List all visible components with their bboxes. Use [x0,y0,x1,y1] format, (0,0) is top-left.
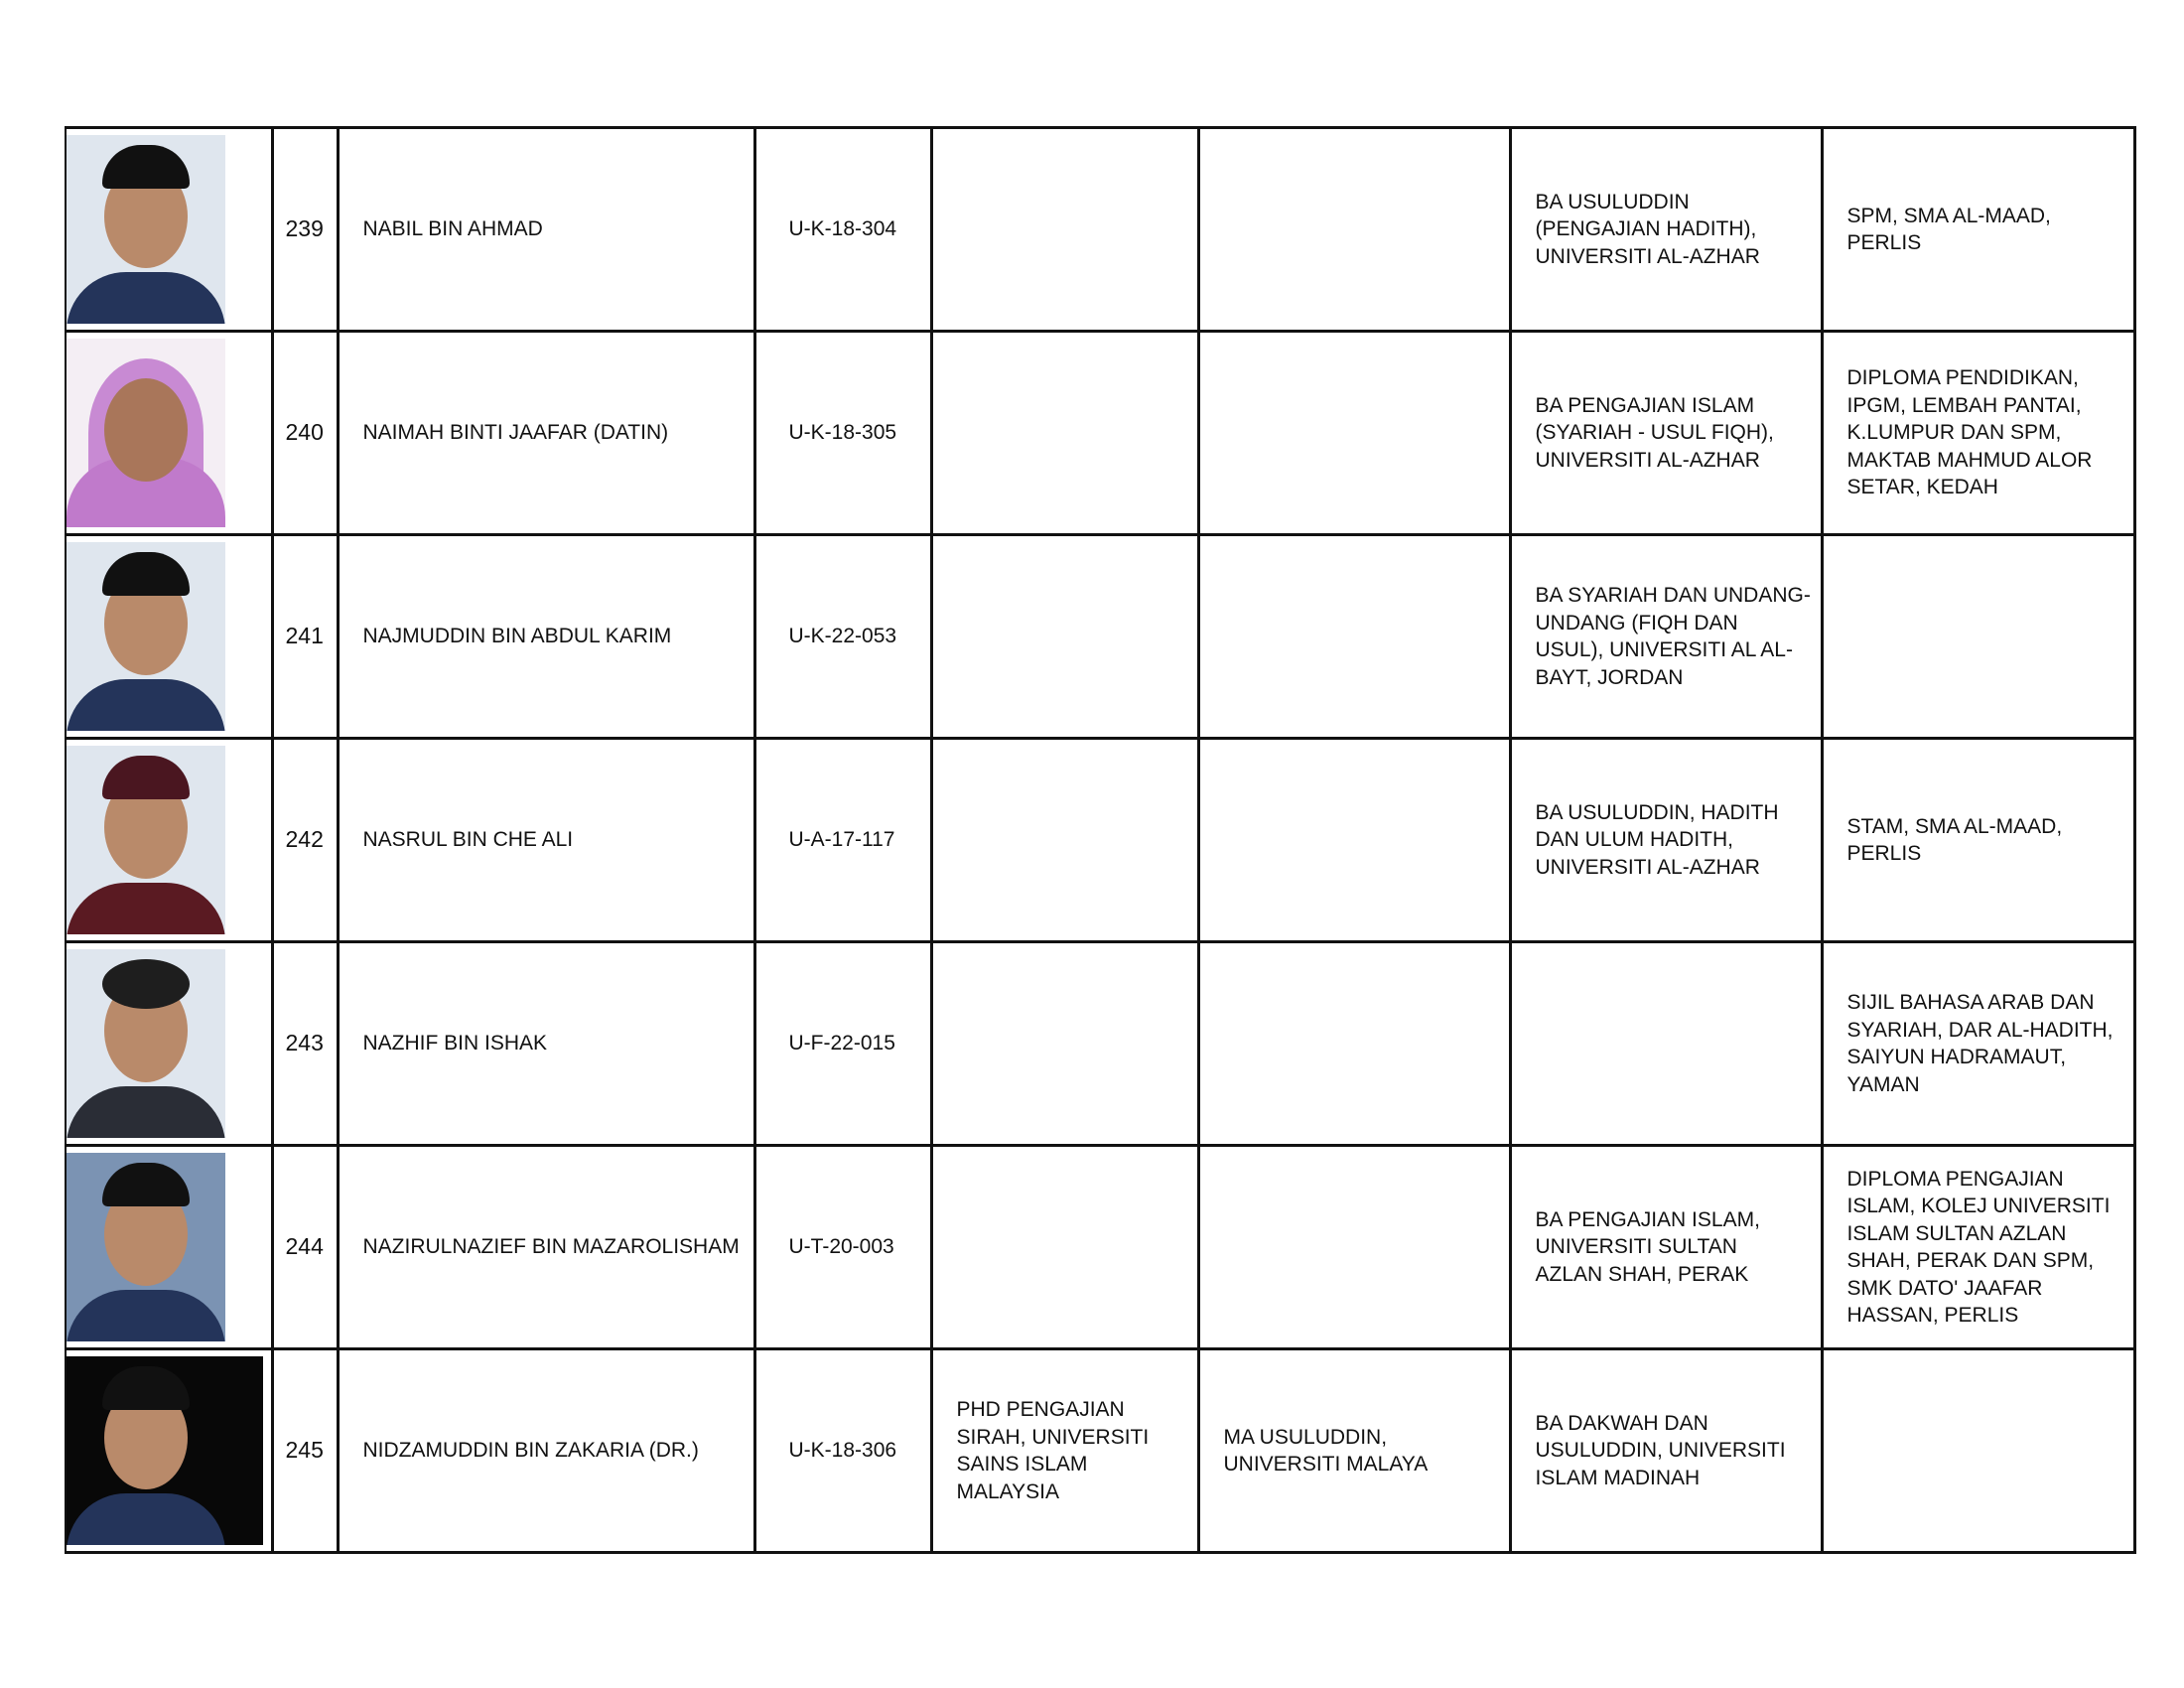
other-qualification: DIPLOMA PENGAJIAN ISLAM, KOLEJ UNIVERSITI ISLAM SULTAN AZLAN SHAH, PERAK DAN SPM, SMK DATO' JAAFAR HASSAN, PERLIS [1822,1146,2134,1349]
masters-qualification [1198,942,1510,1146]
person-name: NAIMAH BINTI JAAFAR (DATIN) [338,332,754,535]
registration-code: U-T-20-003 [754,1146,931,1349]
table-row [66,942,2134,1146]
table-row [66,535,2134,739]
bachelors-qualification [1510,942,1822,1146]
phd-qualification [931,1146,1198,1349]
bachelors-qualification: BA PENGAJIAN ISLAM (SYARIAH - USUL FIQH), UNIVERSITI AL-AZHAR [1510,332,1822,535]
person-photo [67,949,225,1138]
other-qualification: DIPLOMA PENDIDIKAN, IPGM, LEMBAH PANTAI, K.LUMPUR DAN SPM, MAKTAB MAHMUD ALOR SETAR, KEDAH [1822,332,2134,535]
registration-code: U-A-17-117 [754,739,931,942]
person-name: NAZHIF BIN ISHAK [338,942,754,1146]
photo-cell [66,1146,272,1349]
bachelors-qualification: BA DAKWAH DAN USULUDDIN, UNIVERSITI ISLAM MADINAH [1510,1349,1822,1553]
registration-code: U-F-22-015 [754,942,931,1146]
person-name: NASRUL BIN CHE ALI [338,739,754,942]
person-photo [67,746,225,934]
other-qualification [1822,1349,2134,1553]
table-row [66,128,2134,332]
phd-qualification [931,739,1198,942]
registration-code: U-K-18-306 [754,1349,931,1553]
person-photo [67,1153,225,1341]
registration-code: U-K-18-305 [754,332,931,535]
masters-qualification [1198,535,1510,739]
phd-qualification [931,332,1198,535]
phd-qualification: PHD PENGAJIAN SIRAH, UNIVERSITI SAINS ISLAM MALAYSIA [931,1349,1198,1553]
other-qualification: SIJIL BAHASA ARAB DAN SYARIAH, DAR AL-HADITH, SAIYUN HADRAMAUT, YAMAN [1822,942,2134,1146]
person-photo [67,1356,263,1545]
other-qualification: STAM, SMA AL-MAAD, PERLIS [1822,739,2134,942]
masters-qualification: MA USULUDDIN, UNIVERSITI MALAYA [1198,1349,1510,1553]
table-row [66,739,2134,942]
photo-cell [66,739,272,942]
bachelors-qualification: BA PENGAJIAN ISLAM, UNIVERSITI SULTAN AZLAN SHAH, PERAK [1510,1146,1822,1349]
photo-cell [66,128,272,332]
registration-code: U-K-18-304 [754,128,931,332]
photo-cell [66,1349,272,1553]
masters-qualification [1198,332,1510,535]
phd-qualification [931,535,1198,739]
person-photo [67,135,225,324]
person-name: NIDZAMUDDIN BIN ZAKARIA (DR.) [338,1349,754,1553]
table-row [66,1146,2134,1349]
masters-qualification [1198,739,1510,942]
masters-qualification [1198,128,1510,332]
row-number: 242 [272,739,338,942]
person-name: NABIL BIN AHMAD [338,128,754,332]
row-number: 241 [272,535,338,739]
other-qualification: SPM, SMA AL-MAAD, PERLIS [1822,128,2134,332]
row-number: 239 [272,128,338,332]
person-name: NAZIRULNAZIEF BIN MAZAROLISHAM [338,1146,754,1349]
row-number: 243 [272,942,338,1146]
phd-qualification [931,942,1198,1146]
personnel-table [65,126,2136,1554]
row-number: 244 [272,1146,338,1349]
person-photo [67,339,225,527]
phd-qualification [931,128,1198,332]
other-qualification [1822,535,2134,739]
person-photo [67,542,225,731]
row-number: 240 [272,332,338,535]
table-row [66,1349,2134,1553]
masters-qualification [1198,1146,1510,1349]
bachelors-qualification: BA SYARIAH DAN UNDANG- UNDANG (FIQH DAN USUL), UNIVERSITI AL AL- BAYT, JORDAN [1510,535,1822,739]
person-name: NAJMUDDIN BIN ABDUL KARIM [338,535,754,739]
row-number: 245 [272,1349,338,1553]
bachelors-qualification: BA USULUDDIN (PENGAJIAN HADITH), UNIVERSITI AL-AZHAR [1510,128,1822,332]
photo-cell [66,535,272,739]
registration-code: U-K-22-053 [754,535,931,739]
photo-cell [66,942,272,1146]
bachelors-qualification: BA USULUDDIN, HADITH DAN ULUM HADITH, UNIVERSITI AL-AZHAR [1510,739,1822,942]
table-row [66,332,2134,535]
photo-cell [66,332,272,535]
